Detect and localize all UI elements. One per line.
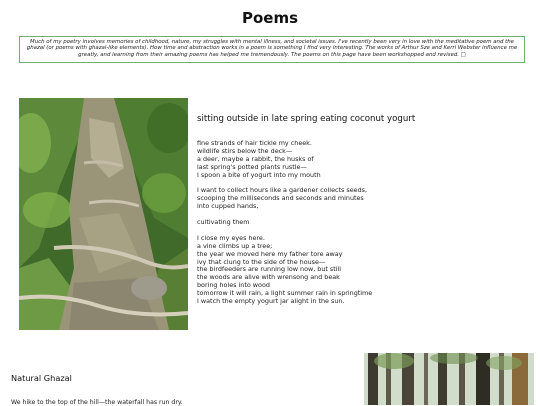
poem-line: I spoon a bite of yogurt into my mouth [197, 170, 321, 179]
poem1-body [197, 140, 527, 306]
stanza [197, 187, 527, 211]
poem-line: the year we moved here my father tore away [197, 249, 343, 258]
poem1-title: sitting outside in late spring eating coconut yogurt [197, 114, 416, 124]
poem-line: a vine climbs up a tree; [197, 241, 273, 250]
poem-line: I close my eyes here. [197, 233, 265, 242]
poem2-title: Natural Ghazal [11, 373, 72, 383]
intro-text: Much of my poetry involves memories of childhood, nature, my struggles with mental illness, and societal issues. I've recently been very in love with the meditative poem and the ghazal (or poems with ghazal-like elements). How time and abstraction works in a poem is something I find very interesting. The works of Arthur Sze and Kerri Webster influence me greatly, and learning from their amazing poems has helped me tremendously. The poems on this page have been workshopped and revised. □ [26, 39, 518, 58]
poem-line: the birdfeeders are running low now, but still [197, 265, 342, 274]
poem-line: into cupped hands, [197, 202, 259, 211]
page-title: Poems [241, 9, 299, 27]
stanza [197, 219, 527, 227]
forest-trees-photo [364, 353, 534, 405]
stanza [197, 235, 527, 306]
poem-line: ivy that clung to the side of the house— [197, 257, 326, 266]
poem-line: I want to collect hours like a gardener collects seeds, [197, 186, 367, 195]
intro-box [19, 36, 525, 63]
poem-line: wildlife stirs below the deck— [197, 146, 293, 155]
poem-line: fine strands of hair tickle my cheek. [197, 139, 312, 147]
poem2-first-line: We hike to the top of the hill—the waterfall has run dry. [11, 399, 183, 406]
poem-line: cultivating them [197, 218, 250, 227]
poem-line: tomorrow it will rain, a light summer rain in springtime [197, 289, 373, 298]
poem-line: a deer, maybe a rabbit, the husks of [197, 154, 314, 163]
poem-line: scooping the milliseconds and seconds and minutes [197, 194, 364, 203]
poem-line: boring holes into wood [197, 281, 270, 290]
poem-line: I watch the empty yogurt jar alight in the sun. [197, 297, 345, 306]
stanza [197, 140, 527, 180]
poem-line: last spring's potted plants rustle— [197, 162, 307, 171]
poem-line: the woods are alive with wrensong and beak [197, 273, 340, 282]
forest-path-photo [19, 98, 188, 330]
